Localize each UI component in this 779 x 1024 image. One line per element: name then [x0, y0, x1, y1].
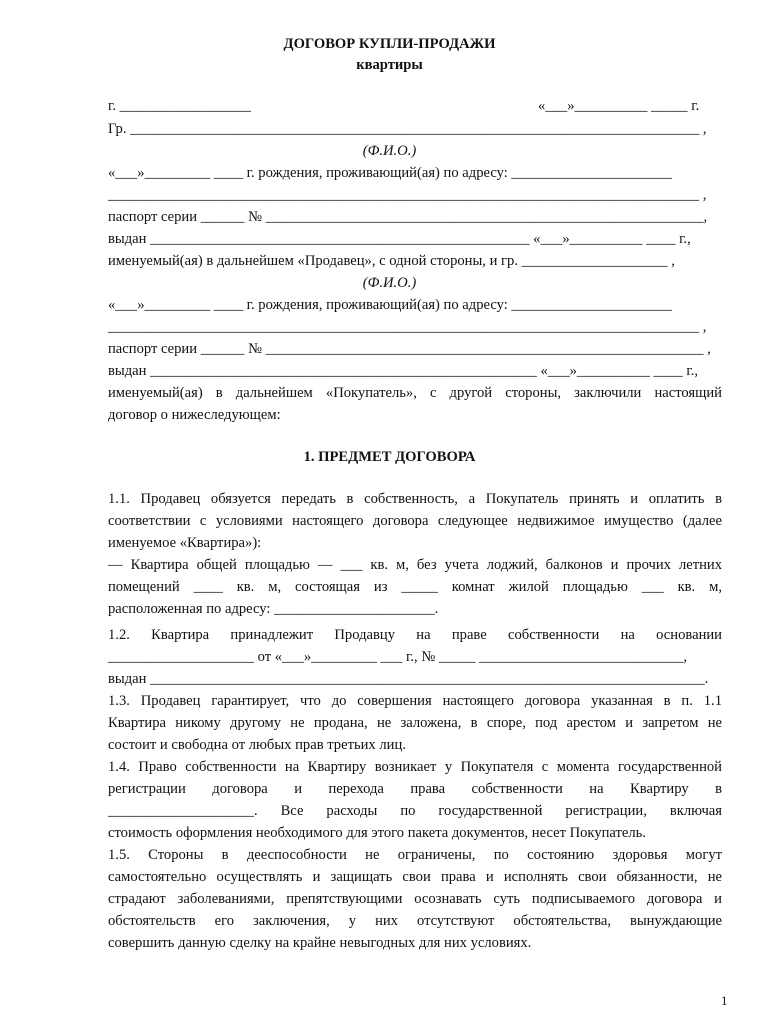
clause-1-3-line: 1.3. Продавец гарантирует, что до совершения настоящего договора указанная в п. 1.1 [108, 693, 722, 709]
seller-birth-line: «___»_________ ____ г. рождения, проживающий(ая) по адресу: ______________________ [108, 165, 672, 181]
clause-1-5-line: обстоятельств его заключения, у них отсутствуют обстоятельства, вынуждающие [108, 913, 722, 929]
clause-1-2-line: выдан ____________________________________________________________________________. [108, 671, 709, 687]
document-subtitle: квартиры [356, 57, 423, 73]
flat-description-line: помещений ____ кв. м, состоящая из _____ комнат жилой площадью ___ кв. м, [108, 579, 722, 595]
buyer-issued-line: выдан _____________________________________________________ «___»__________ ____ г., [108, 363, 699, 379]
buyer-fio-caption: (Ф.И.О.) [362, 275, 417, 291]
page-number: 1 [721, 993, 728, 1008]
seller-name-line: Гр. ______________________________________________________________________________ , [108, 121, 707, 137]
document-title: ДОГОВОР КУПЛИ-ПРОДАЖИ [283, 36, 496, 52]
clause-1-4-line: стоимость оформления необходимого для этого пакета документов, несет Покупатель. [108, 825, 646, 841]
clause-1-4-line: 1.4. Право собственности на Квартиру возникает у Покупателя с момента государственной [108, 759, 722, 775]
buyer-birth-line: «___»_________ ____ г. рождения, проживающий(ая) по адресу: ______________________ [108, 297, 672, 313]
section-1-title: 1. ПРЕДМЕТ ДОГОВОРА [303, 449, 476, 465]
clause-1-4-line: регистрации договора и перехода права собственности на Квартиру в [108, 781, 722, 797]
clause-1-5-line: 1.5. Стороны в дееспособности не ограничены, по состоянию здоровья могут [108, 847, 722, 863]
clause-1-5-line: страдают заболеваниями, препятствующими осознавать суть подписываемого договора и [108, 891, 722, 907]
seller-passport-line: паспорт серии ______ № ____________________________________________________________, [108, 209, 708, 225]
flat-description-line: расположенная по адресу: ______________________. [108, 601, 439, 617]
clause-1-5-line: самостоятельно осуществлять и защищать свои права и исполнять свои обязанности, не [108, 869, 722, 885]
preamble-end: договор о нижеследующем: [108, 407, 281, 423]
date-field: «___»__________ _____ г. [538, 98, 700, 114]
buyer-address-line: _________________________________________________________________________________ , [108, 319, 707, 335]
seller-fio-caption: (Ф.И.О.) [362, 143, 417, 159]
clause-1-1-line: 1.1. Продавец обязуется передать в собственность, а Покупатель принять и оплатить в [108, 491, 722, 507]
clause-1-2-line: 1.2. Квартира принадлежит Продавцу на праве собственности на основании [108, 627, 722, 643]
clause-1-1-line: соответствии с условиями настоящего договора следующее недвижимое имущество (далее [108, 513, 722, 529]
city-field: г. __________________ [108, 98, 251, 114]
buyer-role-line: именуемый(ая) в дальнейшем «Покупатель», с другой стороны, заключили настоящий [108, 385, 722, 401]
clause-1-3-line: Квартира никому другому не продана, не заложена, в споре, под арестом и запретом не [108, 715, 722, 731]
seller-role-line: именуемый(ая) в дальнейшем «Продавец», с одной стороны, и гр. ____________________ , [108, 253, 675, 269]
seller-address-line: _________________________________________________________________________________ , [108, 187, 707, 203]
flat-description-line: — Квартира общей площадью — ___ кв. м, без учета лоджий, балконов и прочих летних [108, 557, 722, 573]
clause-1-4-line: ____________________. Все расходы по государственной регистрации, включая [108, 803, 722, 819]
seller-issued-line: выдан ____________________________________________________ «___»__________ ____ г., [108, 231, 691, 247]
clause-1-5-line: совершить данную сделку на крайне невыгодных для них условиях. [108, 935, 532, 951]
buyer-passport-line: паспорт серии ______ № ____________________________________________________________ , [108, 341, 711, 357]
clause-1-2-line: ____________________ от «___»_________ ___ г., № _____ ____________________________, [108, 649, 688, 665]
clause-1-3-line: состоит и свободна от любых прав третьих лиц. [108, 737, 406, 753]
clause-1-1-line: именуемое «Квартира»): [108, 535, 262, 551]
